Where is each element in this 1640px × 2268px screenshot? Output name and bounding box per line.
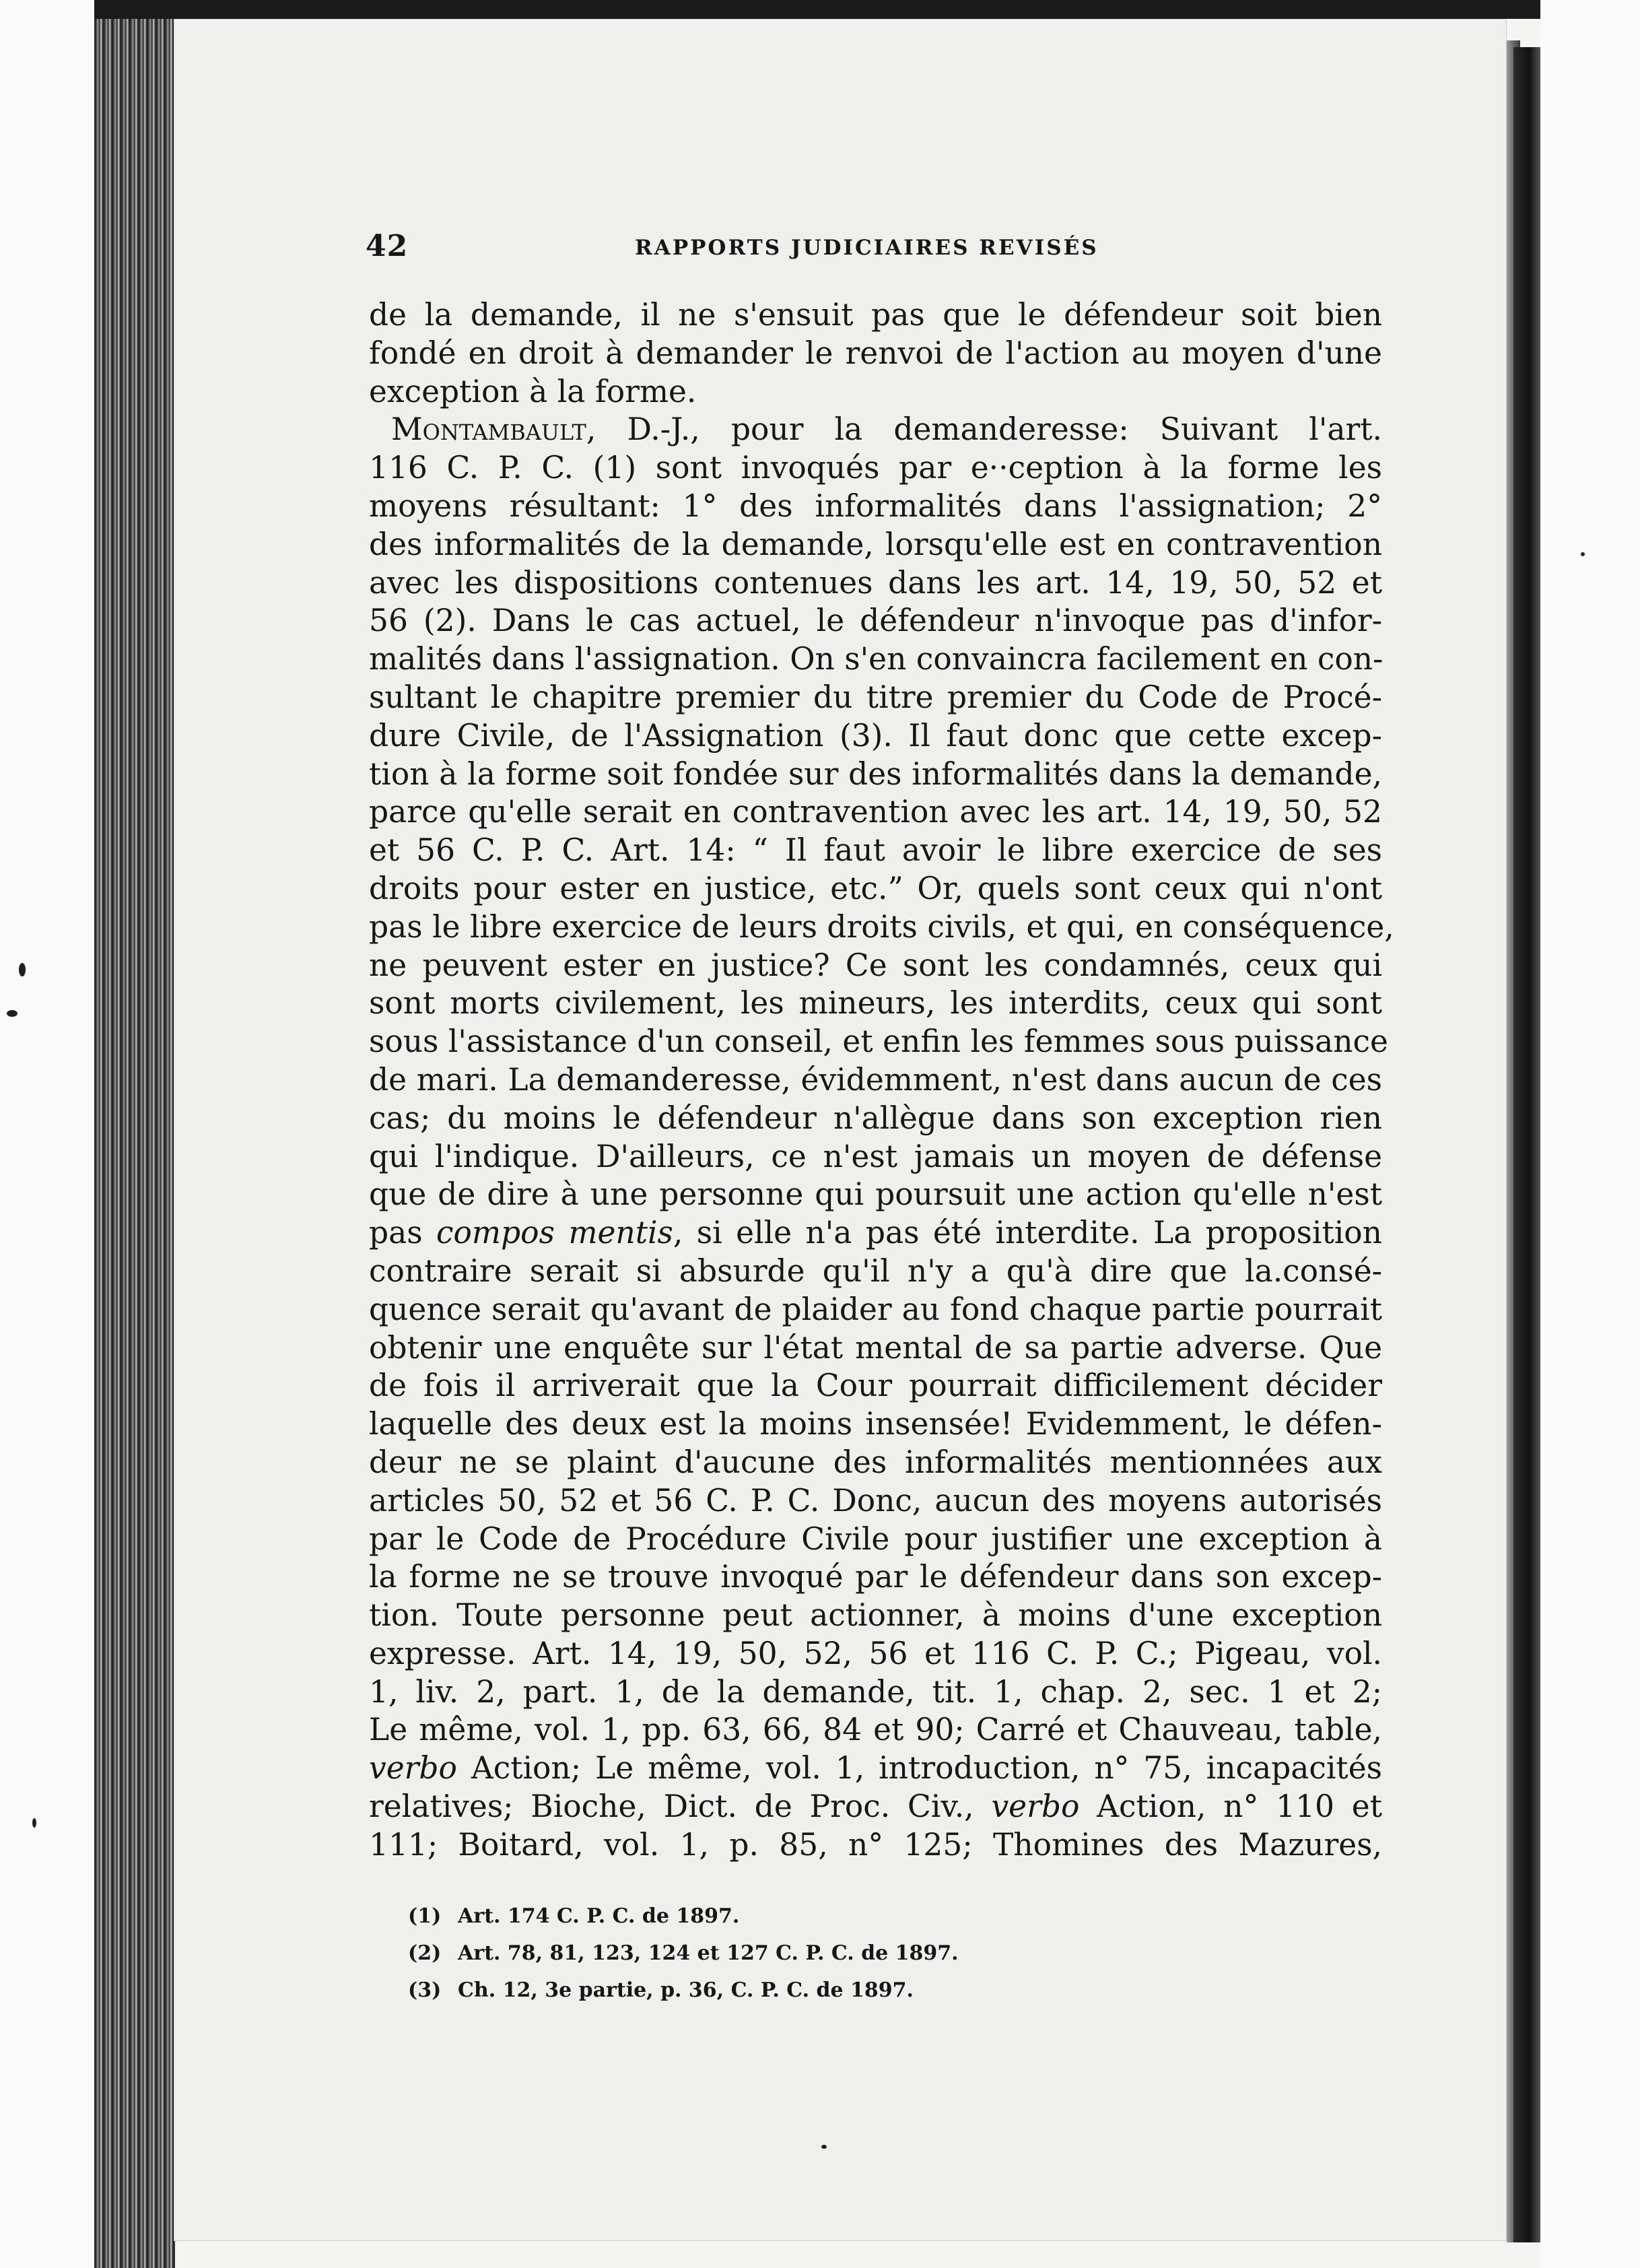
text-line: par le Code de Procédure Civile pour justifier une exception à — [369, 1521, 1382, 1557]
footnote-text: Ch. 12, 3e partie, p. 36, C. P. C. de 1897. — [458, 1978, 914, 2002]
text-line: obtenir une enquête sur l'état mental de sa partie adverse. Que — [369, 1329, 1382, 1366]
text-line: sultant le chapitre premier du titre premier du Code de Procé- — [369, 679, 1382, 715]
text-line — [369, 1214, 1382, 1253]
text-line — [369, 1749, 1382, 1788]
text-line: de mari. La demanderesse, évidemment, n'est dans aucun de ces — [369, 1061, 1382, 1098]
text-line: malités dans l'assignation. On s'en convaincra facilement en con- — [369, 641, 1383, 677]
text-line: articles 50, 52 et 56 C. P. C. Donc, aucun des moyens autorisés — [369, 1482, 1382, 1519]
latin-phrase: compos mentis — [436, 1215, 673, 1251]
text-line-rest: Action, n° 110 et — [1079, 1789, 1382, 1825]
text-line: et 56 C. P. C. Art. 14: “ Il faut avoir le libre exercice de ses — [369, 832, 1382, 869]
book-page-edges — [94, 0, 175, 2268]
text-line: de fois il arriverait que la Cour pourrait difficilement décider — [369, 1368, 1382, 1404]
scan-margin-left — [0, 0, 101, 2268]
text-line-start: pas — [369, 1215, 437, 1251]
text-line: que de dire à une personne qui poursuit une action qu'elle n'est — [369, 1176, 1382, 1213]
footnote-mark: (2) — [408, 1941, 442, 1965]
text-line: avec les dispositions contenues dans les art. 14, 19, 50, 52 et — [369, 564, 1382, 601]
scan-margin-right — [1540, 0, 1640, 2268]
text-line-rest: Action; Le même, vol. 1, introduction, n° 75, incapacités — [456, 1750, 1382, 1787]
text-line: tion à la forme soit fondée sur des informalités dans la demande, — [369, 756, 1382, 792]
text-line-rest: , si elle n'a pas été interdite. La proposition — [673, 1215, 1382, 1251]
footnote — [408, 1898, 1384, 1935]
page-header — [366, 229, 1382, 263]
scan-speck — [821, 2145, 827, 2149]
scan-speck — [32, 1818, 36, 1828]
scan-speck — [1581, 552, 1585, 556]
text-line: sous l'assistance d'un conseil, et enfin les femmes sous puissance — [369, 1024, 1388, 1060]
footnote-text: Art. 174 C. P. C. de 1897. — [458, 1904, 740, 1928]
text-line: exception à la forme. — [369, 373, 697, 409]
scan-speck — [19, 963, 26, 976]
text-line: de la demande, il ne s'ensuit pas que le défendeur soit bien — [369, 297, 1382, 333]
text-line: quence serait qu'avant de plaider au fond chaque partie pourrait — [369, 1291, 1382, 1327]
text-line: moyens résultant: 1° des informalités dans l'assignation; 2° — [369, 488, 1382, 524]
book-cover-edge — [1513, 47, 1540, 2242]
text-line: parce qu'elle serait en contravention avec les art. 14, 19, 50, 52 — [369, 794, 1382, 830]
text-line: des informalités de la demande, lorsqu'elle est en contravention — [369, 526, 1382, 562]
footnote-text: Art. 78, 81, 123, 124 et 127 C. P. C. de 1897. — [458, 1941, 959, 1965]
text-line: tion. Toute personne peut actionner, à moins d'une exception — [369, 1597, 1382, 1634]
footnote — [408, 1935, 1384, 1972]
text-line: deur ne se plaint d'aucune des informalités mentionnées aux — [369, 1444, 1382, 1480]
text-line: 1, liv. 2, part. 1, de la demande, tit. 1, chap. 2, sec. 1 et 2; — [369, 1673, 1382, 1710]
footnotes — [408, 1898, 1384, 2009]
body-text — [369, 296, 1394, 1865]
running-head: RAPPORTS JUDICIAIRES REVISÉS — [635, 236, 1099, 260]
verbo-word: verbo — [369, 1750, 457, 1787]
footnote-mark: (1) — [408, 1904, 442, 1928]
counsel-name: Montambault — [391, 411, 586, 448]
text-line: droits pour ester en justice, etc.” Or, quels sont ceux qui n'ont — [369, 870, 1382, 906]
text-line: sont morts civilement, les mineurs, les interdits, ceux qui sont — [369, 985, 1382, 1022]
text-line: Le même, vol. 1, pp. 63, 66, 84 et 90; Carré et Chauveau, table, — [369, 1712, 1382, 1748]
footnote — [408, 1972, 1384, 2009]
text-line: ne peuvent ester en justice? Ce sont les condamnés, ceux qui — [369, 947, 1382, 983]
text-line: 111; Boitard, vol. 1, p. 85, n° 125; Thomines des Mazures, — [369, 1826, 1382, 1863]
scan-speck — [7, 1010, 18, 1017]
text-line: cas; du moins le défendeur n'allègue dans son exception rien — [369, 1100, 1382, 1136]
text-line: contraire serait si absurde qu'il n'y a qu'à dire que la.consé- — [369, 1253, 1382, 1289]
page-number: 42 — [366, 229, 409, 263]
text-line: fondé en droit à demander le renvoi de l'action au moyen d'une — [369, 335, 1382, 371]
footnote-mark: (3) — [408, 1978, 442, 2002]
verbo-word: verbo — [991, 1789, 1080, 1825]
text-line: la forme ne se trouve invoqué par le défendeur dans son excep- — [369, 1559, 1382, 1595]
text-line: pas le libre exercice de leurs droits civils, et qui, en conséquence, — [369, 908, 1394, 945]
text-line: dure Civile, de l'Assignation (3). Il faut donc que cette excep- — [369, 717, 1382, 754]
scan-top-border — [94, 0, 1542, 19]
text-line: 56 (2). Dans le cas actuel, le défendeur n'invoque pas d'infor- — [369, 603, 1382, 639]
text-line-rest: , D.-J., pour la demanderesse: Suivant l'art. — [586, 411, 1382, 448]
text-line-start: relatives; Bioche, Dict. de Proc. Civ., — [369, 1789, 992, 1825]
text-line: 116 C. P. C. (1) sont invoqués par e··ception à la forme les — [369, 450, 1382, 486]
text-line — [369, 411, 1382, 449]
text-line: laquelle des deux est la moins insensée! Evidemment, le défen- — [369, 1406, 1382, 1442]
text-line — [369, 1788, 1382, 1826]
text-line: qui l'indique. D'ailleurs, ce n'est jamais un moyen de défense — [369, 1138, 1382, 1174]
text-line: expresse. Art. 14, 19, 50, 52, 56 et 116 C. P. C.; Pigeau, vol. — [369, 1635, 1382, 1671]
